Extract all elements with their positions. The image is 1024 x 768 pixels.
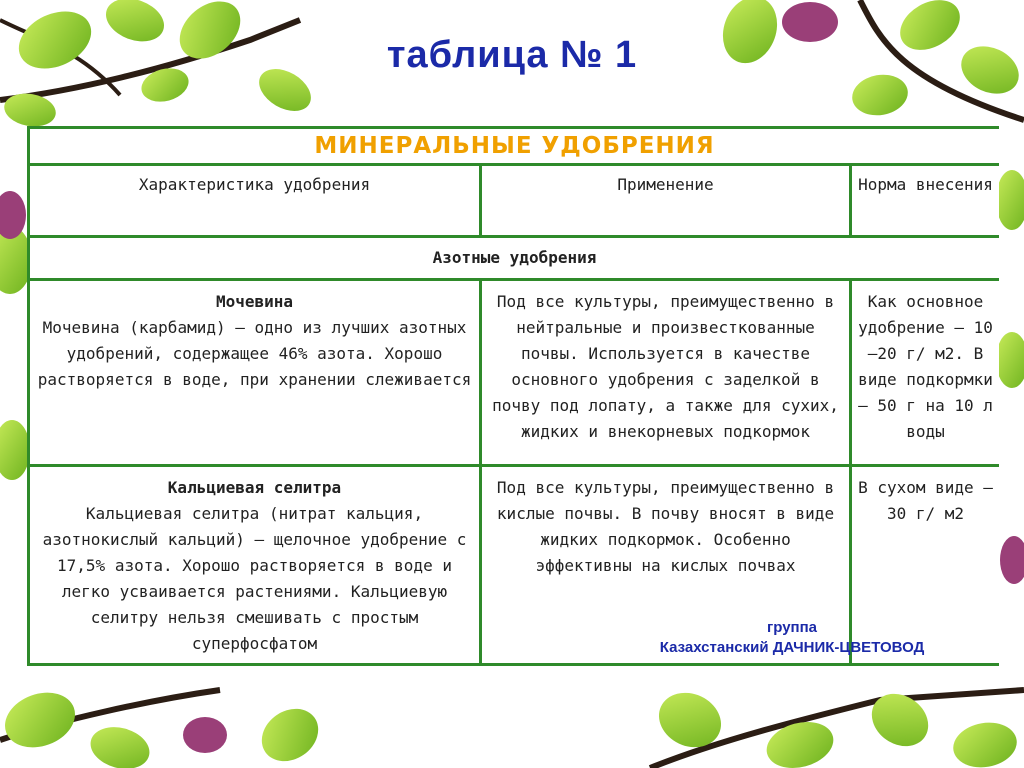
table-caption: МИНЕРАЛЬНЫЕ УДОБРЕНИЯ xyxy=(29,128,1000,165)
cell-rate: Как основное удобрение — 10—20 г/ м2. В виде подкормки — 50 г на 10 л воды xyxy=(851,280,1000,466)
header-application: Применение xyxy=(481,165,851,237)
leaf-icon xyxy=(86,721,154,768)
fertilizer-description: Мочевина (карбамид) — одно из лучших азотных удобрений, содержащее 46% азота. Хорошо растворяется в воде, при хранении слеживается xyxy=(37,318,472,389)
header-characteristic: Характеристика удобрения xyxy=(29,165,481,237)
leaf-icon xyxy=(996,170,1024,230)
leaf-icon xyxy=(0,420,30,480)
fertilizer-name: Кальциевая селитра xyxy=(167,478,342,497)
cell-application: Под все культуры, преимущественно в кислые почвы. В почву вносят в виде жидких подкормок. Особенно эффективны на кислых почвах xyxy=(481,466,851,665)
bud-icon xyxy=(1000,536,1024,584)
header-rate: Норма внесения xyxy=(851,165,1000,237)
leaf-icon xyxy=(0,683,83,756)
credit-watermark xyxy=(600,618,984,658)
slide-title: таблица № 1 xyxy=(386,34,638,76)
cell-characteristic xyxy=(29,466,481,665)
leaf-icon xyxy=(252,698,329,768)
section-nitrogen: Азотные удобрения xyxy=(29,237,1000,280)
fertilizer-table xyxy=(27,126,999,666)
leaf-icon xyxy=(849,70,911,119)
cell-rate: В сухом виде — 30 г/ м2 xyxy=(851,466,1000,665)
credit-line-1: группа xyxy=(766,619,818,636)
fertilizer-name: Мочевина xyxy=(215,292,294,311)
leaf-icon xyxy=(996,332,1024,388)
cell-characteristic xyxy=(29,280,481,466)
leaf-icon xyxy=(950,718,1021,768)
fertilizer-description: Кальциевая селитра (нитрат кальция, азотнокислый кальций) — щелочное удобрение с 17,5% азота. Хорошо растворяется в воде и легко усваивается растениями. Кальциевую селитру нельзя смешивать с простым суперфосфатом xyxy=(42,504,467,653)
cell-application: Под все культуры, преимущественно в нейтральные и произвесткованные почвы. Используется в качестве основного удобрения с заделкой в почву под лопату, а также для сухих, жидких и внекорневых подкормок xyxy=(481,280,851,466)
table-row xyxy=(29,280,1000,466)
bud-icon xyxy=(183,717,227,753)
leaf-icon xyxy=(761,715,838,768)
credit-line-2: Казахстанский ДАЧНИК-ЦВЕТОВОД xyxy=(659,639,925,656)
fertilizer-table-container xyxy=(27,126,999,684)
